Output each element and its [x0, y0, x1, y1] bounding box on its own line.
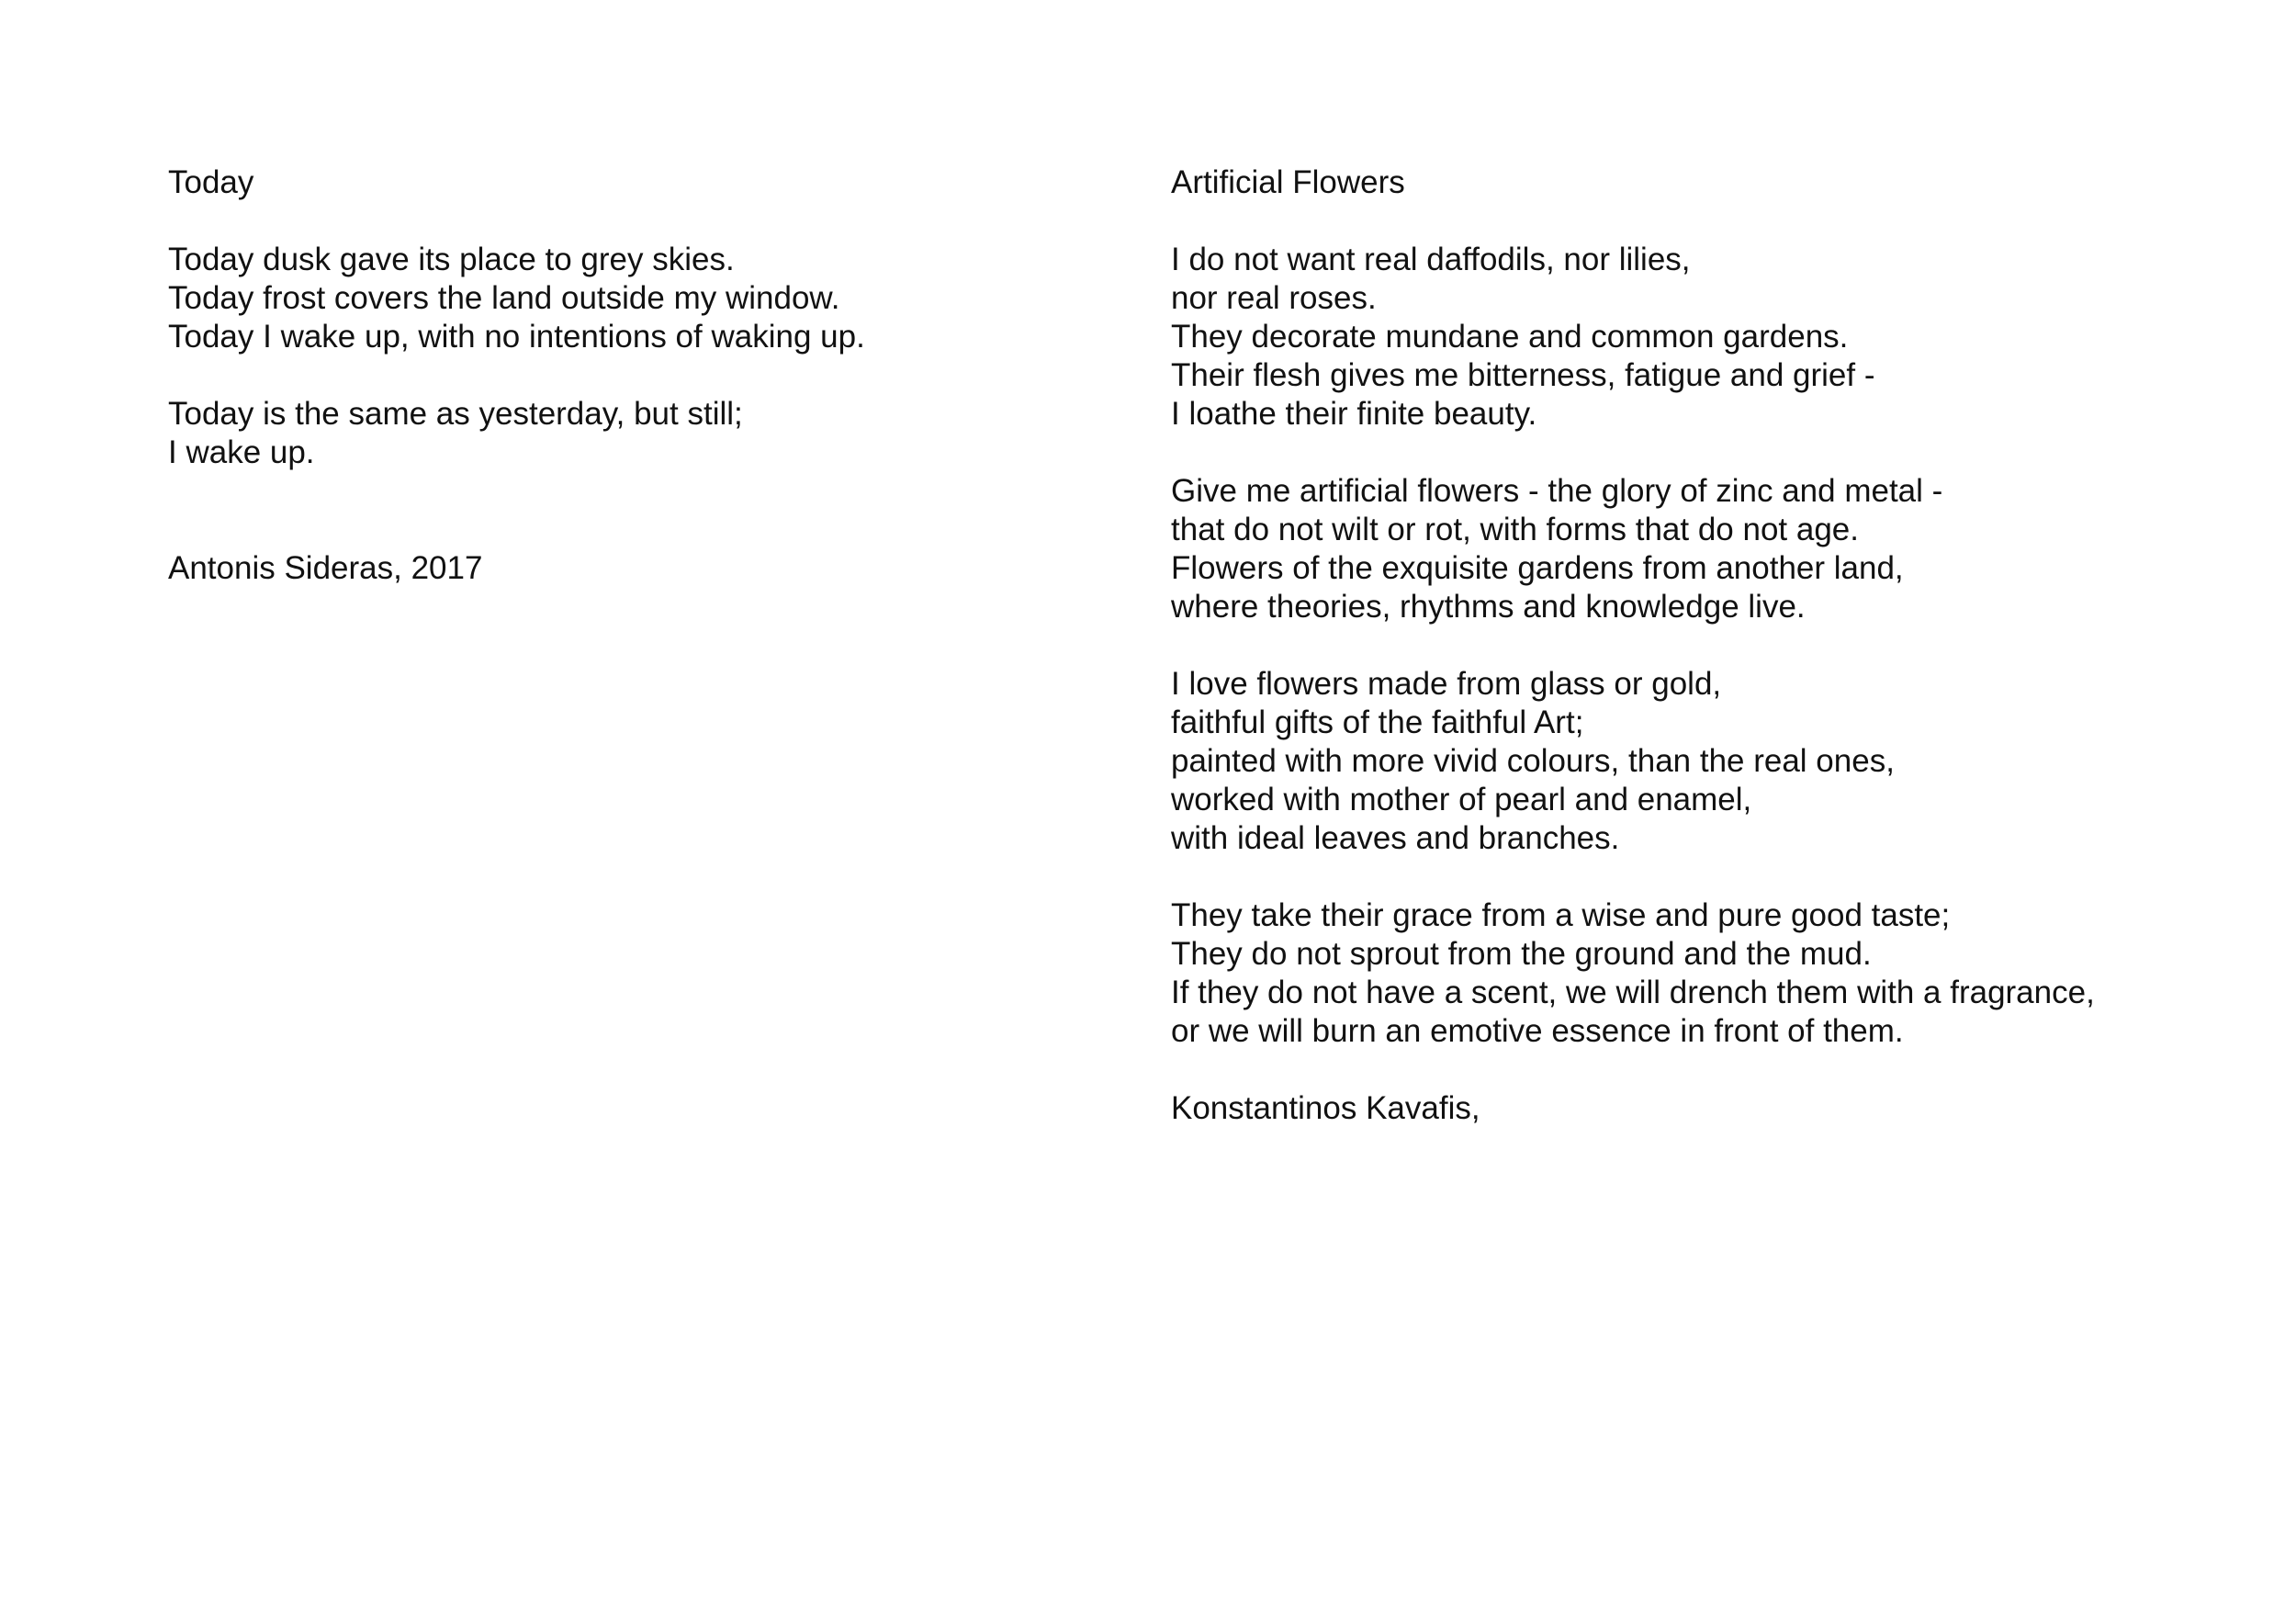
poem-line: that do not wilt or rot, with forms that do not age.	[1171, 512, 1859, 547]
stanza	[1171, 896, 2095, 1051]
poem-line: worked with mother of pearl and enamel,	[1171, 782, 1752, 817]
stanza	[168, 241, 865, 356]
poem-line: with ideal leaves and branches.	[1171, 820, 1620, 856]
poem-line: Flowers of the exquisite gardens from another land,	[1171, 550, 1904, 586]
poem-line: They do not sprout from the ground and the mud.	[1171, 936, 1872, 972]
poem-artificial-flowers	[1171, 163, 2095, 1128]
poem-line: faithful gifts of the faithful Art;	[1171, 704, 1584, 740]
poem-line: nor real roses.	[1171, 280, 1377, 316]
poem-line: or we will burn an emotive essence in front of them.	[1171, 1013, 1904, 1049]
poem-line: painted with more vivid colours, than the real ones,	[1171, 743, 1895, 779]
stanza	[1171, 665, 2095, 858]
poem-line: Today frost covers the land outside my window.	[168, 280, 840, 316]
poem-line: If they do not have a scent, we will drench them with a fragrance,	[1171, 975, 2095, 1010]
poem-line: where theories, rhythms and knowledge live.	[1171, 589, 1806, 625]
poem-line: Their flesh gives me bitterness, fatigue and grief -	[1171, 357, 1875, 393]
poem-line: I wake up.	[168, 434, 315, 470]
poem-line: Give me artificial flowers - the glory of zinc and metal -	[1171, 473, 1943, 509]
poem-author: Konstantinos Kavafis,	[1171, 1090, 1480, 1126]
poem-line: They decorate mundane and common gardens.	[1171, 319, 1849, 355]
poem-line: Today I wake up, with no intentions of waking up.	[168, 319, 865, 355]
poem-title: Today	[168, 164, 254, 200]
poem-today	[168, 163, 865, 588]
stanza	[1171, 472, 2095, 626]
poem-line: I love flowers made from glass or gold,	[1171, 666, 1722, 702]
poem-title: Artificial Flowers	[1171, 164, 1405, 200]
poem-line: They take their grace from a wise and pure good taste;	[1171, 897, 1951, 933]
stanza	[168, 395, 865, 472]
stanza	[1171, 241, 2095, 434]
poem-line: I do not want real daffodils, nor lilies,	[1171, 242, 1691, 277]
poem-author: Antonis Sideras, 2017	[168, 550, 483, 586]
poem-line: I loathe their finite beauty.	[1171, 396, 1537, 432]
poem-line: Today dusk gave its place to grey skies.	[168, 242, 735, 277]
poem-line: Today is the same as yesterday, but still;	[168, 396, 743, 432]
